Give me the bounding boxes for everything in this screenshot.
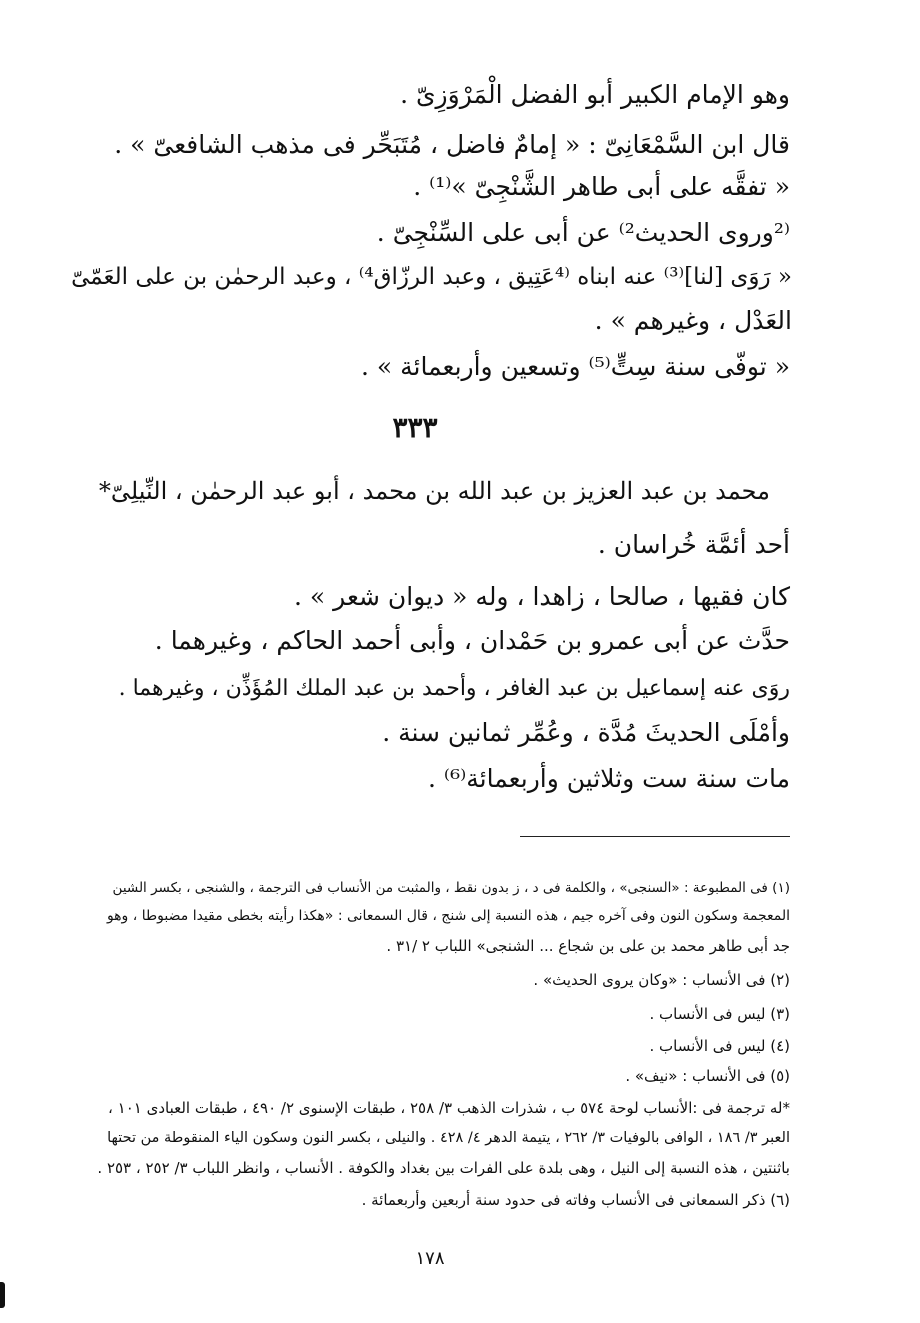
footnote-line: (١) فى المطبوعة : «السنجى» ، والكلمة فى د ، ز بدون نقط ، والمثبت من الأنساب فى الترجمة ، والشنجى ، بكسر الشين [112, 880, 790, 896]
text-line: العَدْل ، وغيرهم » . [594, 306, 792, 335]
footnote-line: المعجمة وسكون النون وفى آخره جيم ، هذه النسبة إلى شنج ، قال السمعانى : «هكذا رأيته بخطى مقيدا مضبوطا ، وهو [106, 908, 790, 924]
text-line: « رَوَى [لنا]⁽³⁾ عنه ابناه ⁽⁴عَتِيق ، وعبد الرزّاق⁴⁾ ، وعبد الرحمٰن بن على العَمّىّ [71, 264, 792, 290]
text-line: وأمْلَى الحديثَ مُدَّة ، وعُمِّر ثمانين سنة . [382, 718, 790, 747]
text-line: « توفّى سنة سِتٍّ⁽⁵⁾ وتسعين وأربعمائة » . [360, 352, 790, 381]
text-line: كان فقيها ، صالحا ، زاهدا ، وله « ديوان شعر » . [294, 582, 790, 611]
page-number: ١٧٨ [415, 1248, 445, 1269]
footnote-line: (٣) ليس فى الأنساب . [649, 1005, 790, 1023]
text-line: وهو الإمام الكبير أبو الفضل الْمَرْوَزِىّ . [400, 80, 790, 109]
text-line: مات سنة ست وثلاثين وأربعمائة⁽⁶⁾ . [428, 764, 790, 793]
footnote-line: (٤) ليس فى الأنساب . [649, 1037, 790, 1055]
text-line: قال ابن السَّمْعَانِىّ : « إمامٌ فاضل ، مُتَبَحِّر فى مذهب الشافعىّ » . [114, 130, 790, 159]
footnote-line: (٥) فى الأنساب : «نيف» . [625, 1067, 790, 1085]
text-line: ⁽²وروى الحديث²⁾ عن أبى على السِّنْجِىّ . [376, 218, 790, 247]
footnote-divider [520, 836, 790, 837]
entry-title: محمد بن عبد العزيز بن عبد الله بن محمد ، أبو عبد الرحمٰن ، النِّيلِىّ* [98, 477, 770, 505]
text-line: روَى عنه إسماعيل بن عبد الغافر ، وأحمد بن عبد الملك المُؤَذِّن ، وغيرهما . [118, 676, 790, 701]
footnote-line: (٢) فى الأنساب : «وكان يروى الحديث» . [533, 971, 790, 989]
text-line: حدَّث عن أبى عمرو بن حَمْدان ، وأبى أحمد الحاكم ، وغيرهما . [154, 626, 790, 655]
text-line: أحد أئمَّة خُراسان . [597, 530, 790, 559]
footnote-line: جد أبى طاهر محمد بن على بن شجاع ... الشنجى» اللباب ٢ /٣١ . [386, 937, 790, 955]
entry-number: ٣٣٣ [392, 411, 438, 444]
footnote-line: باثنتين ، هذه النسبة إلى النيل ، وهى بلدة على الفرات بين بغداد والكوفة . الأنساب ، وانظر اللباب ٣/ ٢٥٢ ، ٢٥٣ . [97, 1159, 790, 1177]
footnote-line: العبر ٣/ ١٨٦ ، الوافى بالوفيات ٣/ ٢٦٢ ، يتيمة الدهر ٤/ ٤٢٨ . والنيلى ، بكسر النون وسكون الياء المنقوطة من تحتها [107, 1130, 790, 1146]
scan-edge-mark [0, 1282, 5, 1308]
footnote-line: *له ترجمة فى :الأنساب لوحة ٥٧٤ ب ، شذرات الذهب ٣/ ٢٥٨ ، طبقات الإسنوى ٢/ ٤٩٠ ، طبقات العبادى ١٠١ ، [108, 1099, 790, 1117]
footnote-line: (٦) ذكر السمعانى فى الأنساب وفاته فى حدود سنة أربعين وأربعمائة . [361, 1191, 790, 1209]
text-line: « تفقَّه على أبى طاهر الشَّنْجِىّ »⁽¹⁾ . [413, 172, 790, 201]
